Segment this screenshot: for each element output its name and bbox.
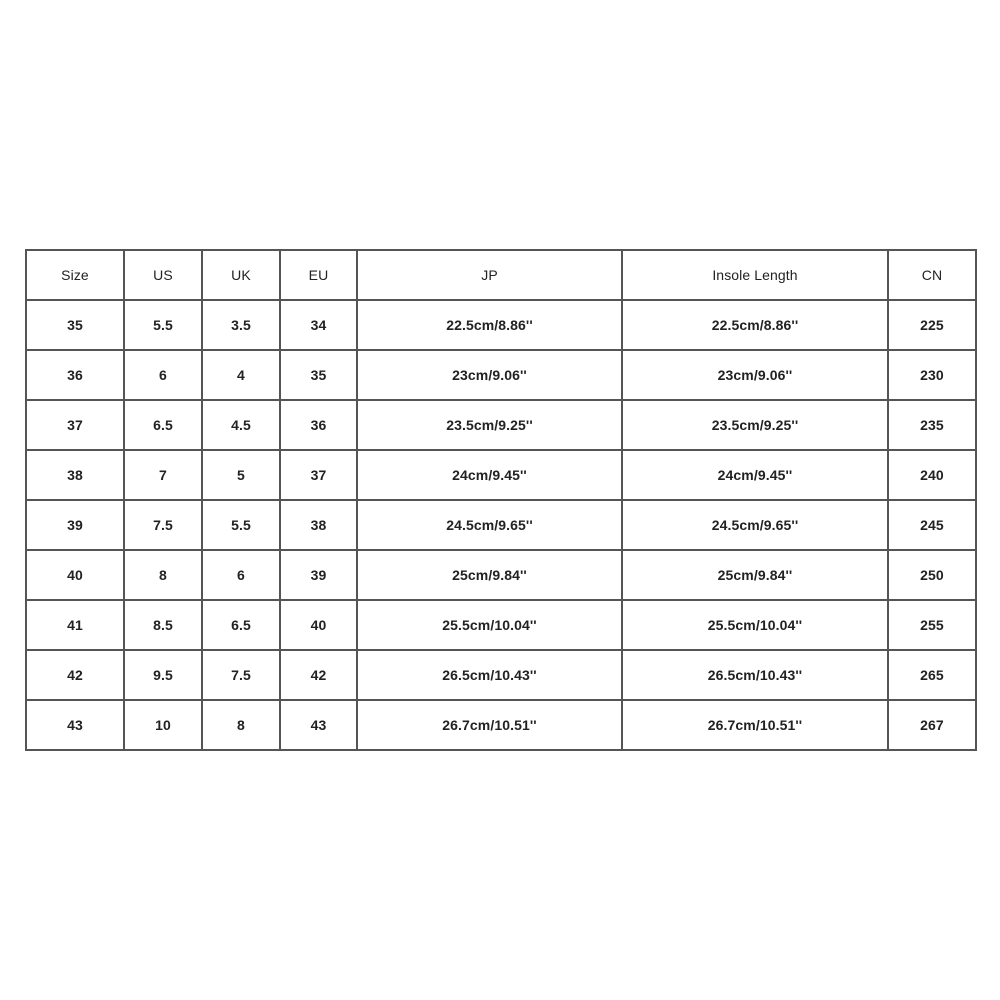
cell-jp: 23cm/9.06''	[357, 350, 622, 400]
header-size: Size	[26, 250, 124, 300]
table-row	[26, 550, 976, 600]
cell-jp: 26.5cm/10.43''	[357, 650, 622, 700]
cell-us: 8	[124, 550, 202, 600]
cell-jp: 24.5cm/9.65''	[357, 500, 622, 550]
cell-uk: 5.5	[202, 500, 280, 550]
cell-eu: 37	[280, 450, 357, 500]
table-row	[26, 650, 976, 700]
table-row	[26, 700, 976, 750]
cell-insole-length: 25cm/9.84''	[622, 550, 888, 600]
cell-size: 37	[26, 400, 124, 450]
cell-cn: 255	[888, 600, 976, 650]
header-row	[26, 250, 976, 300]
cell-jp: 25.5cm/10.04''	[357, 600, 622, 650]
header-us: US	[124, 250, 202, 300]
cell-eu: 43	[280, 700, 357, 750]
cell-us: 7.5	[124, 500, 202, 550]
table-row	[26, 600, 976, 650]
table-row	[26, 300, 976, 350]
cell-cn: 267	[888, 700, 976, 750]
table-row	[26, 350, 976, 400]
cell-jp: 22.5cm/8.86''	[357, 300, 622, 350]
table-row	[26, 400, 976, 450]
cell-us: 9.5	[124, 650, 202, 700]
cell-cn: 235	[888, 400, 976, 450]
header-jp: JP	[357, 250, 622, 300]
cell-size: 43	[26, 700, 124, 750]
cell-cn: 230	[888, 350, 976, 400]
cell-cn: 265	[888, 650, 976, 700]
cell-us: 10	[124, 700, 202, 750]
cell-jp: 25cm/9.84''	[357, 550, 622, 600]
cell-jp: 26.7cm/10.51''	[357, 700, 622, 750]
cell-eu: 38	[280, 500, 357, 550]
cell-size: 36	[26, 350, 124, 400]
header-insole-length: Insole Length	[622, 250, 888, 300]
cell-cn: 245	[888, 500, 976, 550]
table-row	[26, 450, 976, 500]
cell-size: 39	[26, 500, 124, 550]
table-body	[26, 300, 976, 750]
cell-us: 6	[124, 350, 202, 400]
cell-uk: 6	[202, 550, 280, 600]
cell-insole-length: 22.5cm/8.86''	[622, 300, 888, 350]
cell-uk: 4.5	[202, 400, 280, 450]
cell-eu: 40	[280, 600, 357, 650]
cell-us: 5.5	[124, 300, 202, 350]
cell-eu: 36	[280, 400, 357, 450]
cell-eu: 35	[280, 350, 357, 400]
header-uk: UK	[202, 250, 280, 300]
cell-uk: 8	[202, 700, 280, 750]
cell-size: 41	[26, 600, 124, 650]
cell-eu: 42	[280, 650, 357, 700]
cell-insole-length: 25.5cm/10.04''	[622, 600, 888, 650]
table-row	[26, 500, 976, 550]
cell-size: 40	[26, 550, 124, 600]
cell-us: 7	[124, 450, 202, 500]
cell-us: 8.5	[124, 600, 202, 650]
table-header	[26, 250, 976, 300]
cell-eu: 34	[280, 300, 357, 350]
header-eu: EU	[280, 250, 357, 300]
cell-uk: 5	[202, 450, 280, 500]
cell-size: 42	[26, 650, 124, 700]
cell-insole-length: 23.5cm/9.25''	[622, 400, 888, 450]
cell-insole-length: 26.5cm/10.43''	[622, 650, 888, 700]
cell-cn: 240	[888, 450, 976, 500]
cell-cn: 250	[888, 550, 976, 600]
cell-insole-length: 24.5cm/9.65''	[622, 500, 888, 550]
cell-uk: 4	[202, 350, 280, 400]
cell-uk: 7.5	[202, 650, 280, 700]
cell-size: 35	[26, 300, 124, 350]
cell-insole-length: 23cm/9.06''	[622, 350, 888, 400]
cell-insole-length: 26.7cm/10.51''	[622, 700, 888, 750]
cell-cn: 225	[888, 300, 976, 350]
cell-us: 6.5	[124, 400, 202, 450]
cell-jp: 23.5cm/9.25''	[357, 400, 622, 450]
size-chart-table	[25, 249, 977, 751]
cell-eu: 39	[280, 550, 357, 600]
cell-uk: 6.5	[202, 600, 280, 650]
cell-size: 38	[26, 450, 124, 500]
cell-insole-length: 24cm/9.45''	[622, 450, 888, 500]
header-cn: CN	[888, 250, 976, 300]
cell-jp: 24cm/9.45''	[357, 450, 622, 500]
cell-uk: 3.5	[202, 300, 280, 350]
